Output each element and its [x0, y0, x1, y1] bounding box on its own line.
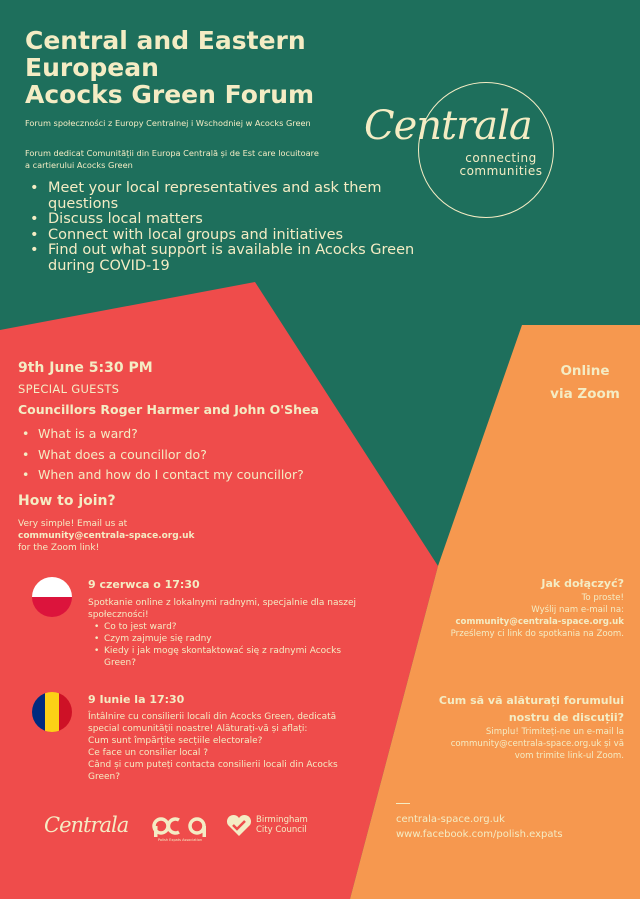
polish-heading: 9 czerwca o 17:30 [88, 578, 200, 591]
romanian-join-block [396, 692, 624, 762]
romania-flag-icon [32, 692, 72, 732]
birmingham-city-council-label [256, 815, 308, 835]
links-block [396, 812, 563, 842]
bullet-item: • Connect with local groups and initiatives [30, 228, 430, 244]
bcc-line-1: Birmingham [256, 815, 308, 825]
polish-join-line: Prześlemy ci link do spotkania na Zoom. [450, 629, 624, 639]
divider [396, 803, 410, 804]
title-line-3: Acocks Green Forum [25, 80, 315, 109]
pca-tagline: Polish Expats Association [157, 838, 203, 842]
romanian-intro: Întâlnire cu consilierii locali din Acocks Green, dedicată special comunității noastre! Alăturați-vă și aflați: [88, 712, 337, 734]
polish-item: • Kiedy i jak mogę skontaktować się z radnymi Acocks Green? [94, 645, 358, 669]
bullet-item: • Find out what support is available in Acocks Green during COVID-19 [30, 243, 430, 274]
romanian-line: Când și cum puteți contacta consilierii locali din Acocks Green? [88, 760, 338, 782]
romanian-join-line[interactable]: community@centrala-space.org.uk și vă [450, 739, 624, 749]
question-list [22, 424, 304, 486]
online-line-1: Online [560, 363, 610, 379]
polish-join-heading: Jak dołączyć? [541, 577, 624, 590]
romanian-text [88, 711, 358, 783]
facebook-link[interactable]: www.facebook.com/polish.expats [396, 829, 563, 840]
tagline-line-2: communities [459, 164, 543, 178]
event-date: 9th June 5:30 PM [18, 360, 153, 376]
romanian-join-line: Simplu! Trimiteți-ne un e-mail la [485, 727, 624, 737]
special-guests-heading: SPECIAL GUESTS [18, 382, 120, 396]
title-line-2: European [25, 53, 159, 82]
polish-intro: Spotkanie online z lokalnymi radnymi, specjalnie dla naszej społeczności! [88, 598, 356, 620]
polish-item: • Czym zajmuje się radny [94, 633, 358, 645]
question-item: • What does a councillor do? [22, 445, 304, 466]
poland-flag-icon [32, 577, 72, 617]
title-line-1: Central and Eastern [25, 26, 306, 55]
online-label [535, 360, 635, 406]
subtitle-polish: Forum społeczności z Europy Centralnej i Wschodniej w Acocks Green [25, 118, 311, 128]
councillors-names: Councillors Roger Harmer and John O'Shea [18, 402, 319, 417]
how-line-3: for the Zoom link! [18, 543, 100, 553]
how-line-1: Very simple! Email us at [18, 519, 128, 529]
online-line-2: via Zoom [550, 386, 620, 402]
polish-item: • Co to jest ward? [94, 621, 358, 633]
polish-join-line: To proste! [581, 593, 624, 603]
question-item: • When and how do I contact my councillor? [22, 465, 304, 486]
bullet-item: • Discuss local matters [30, 212, 430, 228]
how-to-join-text [18, 518, 258, 554]
polish-join-line: Wyślij nam e-mail na: [531, 605, 624, 615]
romanian-join-heading: Cum să vă alăturați forumului [438, 694, 624, 707]
romanian-join-heading: nostru de discuții? [508, 711, 624, 724]
polish-text [88, 597, 358, 669]
romanian-line: Cum sunt împărțite secțiile electorale? [88, 736, 263, 746]
how-to-join-heading: How to join? [18, 493, 116, 509]
footer-centrala-logo: Centrala [44, 813, 129, 837]
romanian-line: Ce face un consilier local ? [88, 748, 209, 758]
romanian-join-line: vom trimite link-ul Zoom. [514, 751, 624, 761]
birmingham-heart-icon [226, 814, 252, 838]
website-link[interactable]: centrala-space.org.uk [396, 814, 505, 825]
bcc-line-2: City Council [256, 825, 307, 835]
logo-tagline [446, 152, 556, 178]
romanian-heading: 9 Iunie la 17:30 [88, 693, 185, 706]
polish-email-link[interactable]: community@centrala-space.org.uk [455, 617, 624, 627]
subtitle-romanian: Forum dedicat Comunității din Europa Centrală și de Est care locuitoare a cartierului Acocks Green [25, 148, 319, 170]
question-item: • What is a ward? [22, 424, 304, 445]
polish-list [94, 621, 358, 669]
tagline-line-1: connecting [465, 151, 537, 165]
pca-logo-icon [152, 815, 208, 837]
centrala-logo: Centrala [364, 103, 532, 149]
email-link[interactable]: community@centrala-space.org.uk [18, 531, 195, 541]
bullet-item: • Meet your local representatives and ask them questions [30, 181, 430, 212]
polish-join-block [396, 575, 624, 640]
intro-bullets [30, 181, 430, 274]
page-title [25, 27, 365, 108]
